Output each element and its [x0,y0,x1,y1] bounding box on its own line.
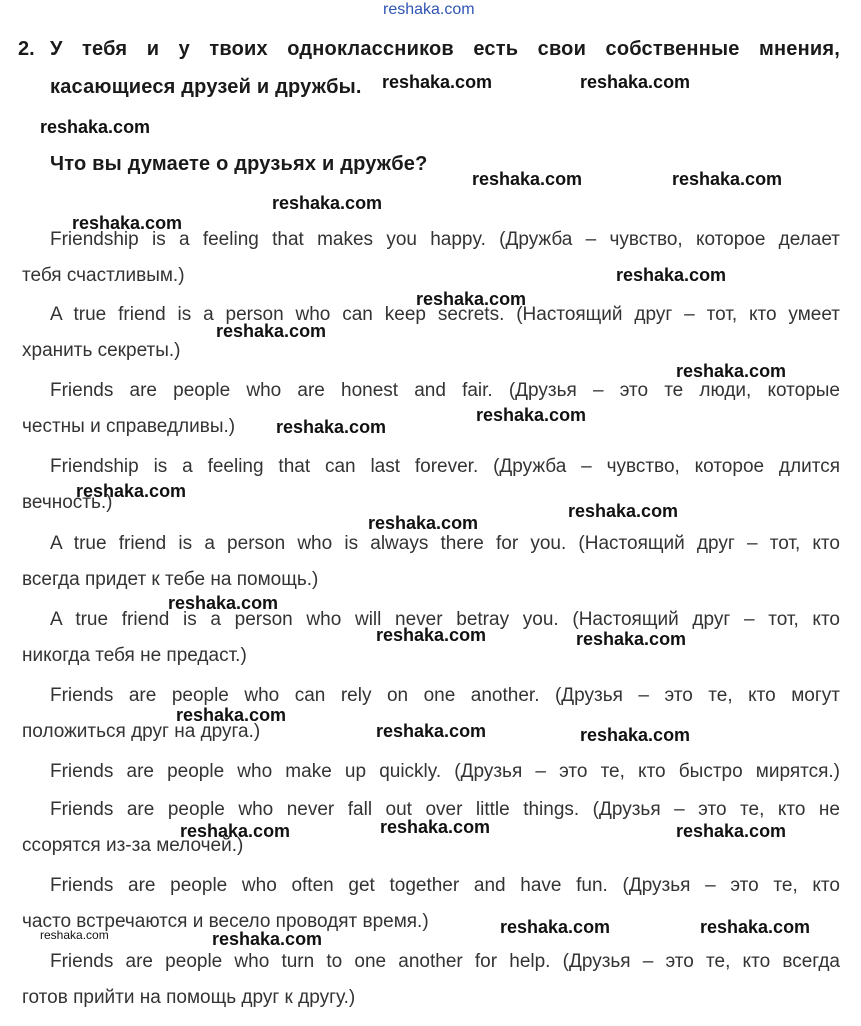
watermark-text: reshaka.com [672,169,783,189]
watermark-text: reshaka.com [676,821,787,841]
answer-line-1: Friends are people who turn to one another for help. (Друзья – это те, кто всегда [50,951,840,972]
answer-line-1: A true friend is a person who is always there for you. (Настоящий друг – тот, кто [50,533,840,554]
site-link[interactable]: reshaka.com [383,1,475,18]
answer-line-2: ссорятся из-за мелочей.) [22,835,244,856]
answer-line-2: никогда тебя не предаст.) [22,645,247,666]
watermark-text: reshaka.com [76,481,187,501]
answer-line-1: Friends are people who are honest and fair. (Друзья – это те люди, которые [50,380,840,401]
watermark-text: reshaka.com [40,117,151,137]
watermark-text: reshaka.com [168,593,279,613]
watermark-text: reshaka.com [216,321,327,341]
watermark-text: reshaka.com [176,705,287,725]
watermark-text: reshaka.com [700,917,811,937]
watermark-text: reshaka.com [382,72,493,92]
task-text-line-2: касающиеся друзей и дружбы. [50,76,362,98]
answer-line-2: всегда придет к тебе на помощь.) [22,569,319,590]
watermark-text: reshaka.com [368,513,479,533]
answer-line-1: A true friend is a person who can keep secrets. (Настоящий друг – тот, кто умеет [50,304,840,325]
watermark-text-small: reshaka.com [40,928,109,942]
answer-line-2: часто встречаются и весело проводят время.) [22,911,429,932]
answer-line-1: Friends are people who can rely on one another. (Друзья – это те, кто могут [50,685,840,706]
watermark-text: reshaka.com [376,625,487,645]
watermark-text: reshaka.com [580,725,691,745]
watermark-text: reshaka.com [616,265,727,285]
watermark-text: reshaka.com [272,193,383,213]
answer-line-2: тебя счастливым.) [22,265,185,286]
answer-line-2: хранить секреты.) [22,340,181,361]
watermark-text: reshaka.com [580,72,691,92]
watermark-text: reshaka.com [180,821,291,841]
answer-line-1: Friends are people who make up quickly. (Друзья – это те, кто быстро мирятся.) [50,761,840,782]
watermark-text: reshaka.com [676,361,787,381]
answer-line-2: вечность.) [22,492,113,513]
answer-line-2: положиться друг на друга.) [22,721,261,742]
watermark-text: reshaka.com [472,169,583,189]
task-question: Что вы думаете о друзьях и дружбе? [50,153,428,175]
watermark-text: reshaka.com [72,213,183,233]
watermark-text: reshaka.com [568,501,679,521]
watermark-text: reshaka.com [276,417,387,437]
answer-line-1: Friends are people who often get together and have fun. (Друзья – это те, кто [50,875,840,896]
task-number: 2. [18,38,35,60]
answer-line-1: Friendship is a feeling that makes you happy. (Дружба – чувство, которое делает [50,229,840,250]
watermark-text: reshaka.com [500,917,611,937]
answer-line-2: честны и справедливы.) [22,416,236,437]
task-text-line-1: У тебя и у твоих одноклассников есть свои собственные мнения, [50,38,840,60]
answer-line-1: Friendship is a feeling that can last forever. (Дружба – чувство, которое длится [50,456,840,477]
watermark-text: reshaka.com [212,929,323,949]
answer-line-2: готов прийти на помощь друг к другу.) [22,987,356,1008]
answer-line-1: Friends are people who never fall out over little things. (Друзья – это те, кто не [50,799,840,820]
watermark-text: reshaka.com [416,289,527,309]
watermark-text: reshaka.com [576,629,687,649]
answer-line-1: A true friend is a person who will never betray you. (Настоящий друг – тот, кто [50,609,840,630]
watermark-text: reshaka.com [376,721,487,741]
watermark-text: reshaka.com [476,405,587,425]
watermark-text: reshaka.com [380,817,491,837]
